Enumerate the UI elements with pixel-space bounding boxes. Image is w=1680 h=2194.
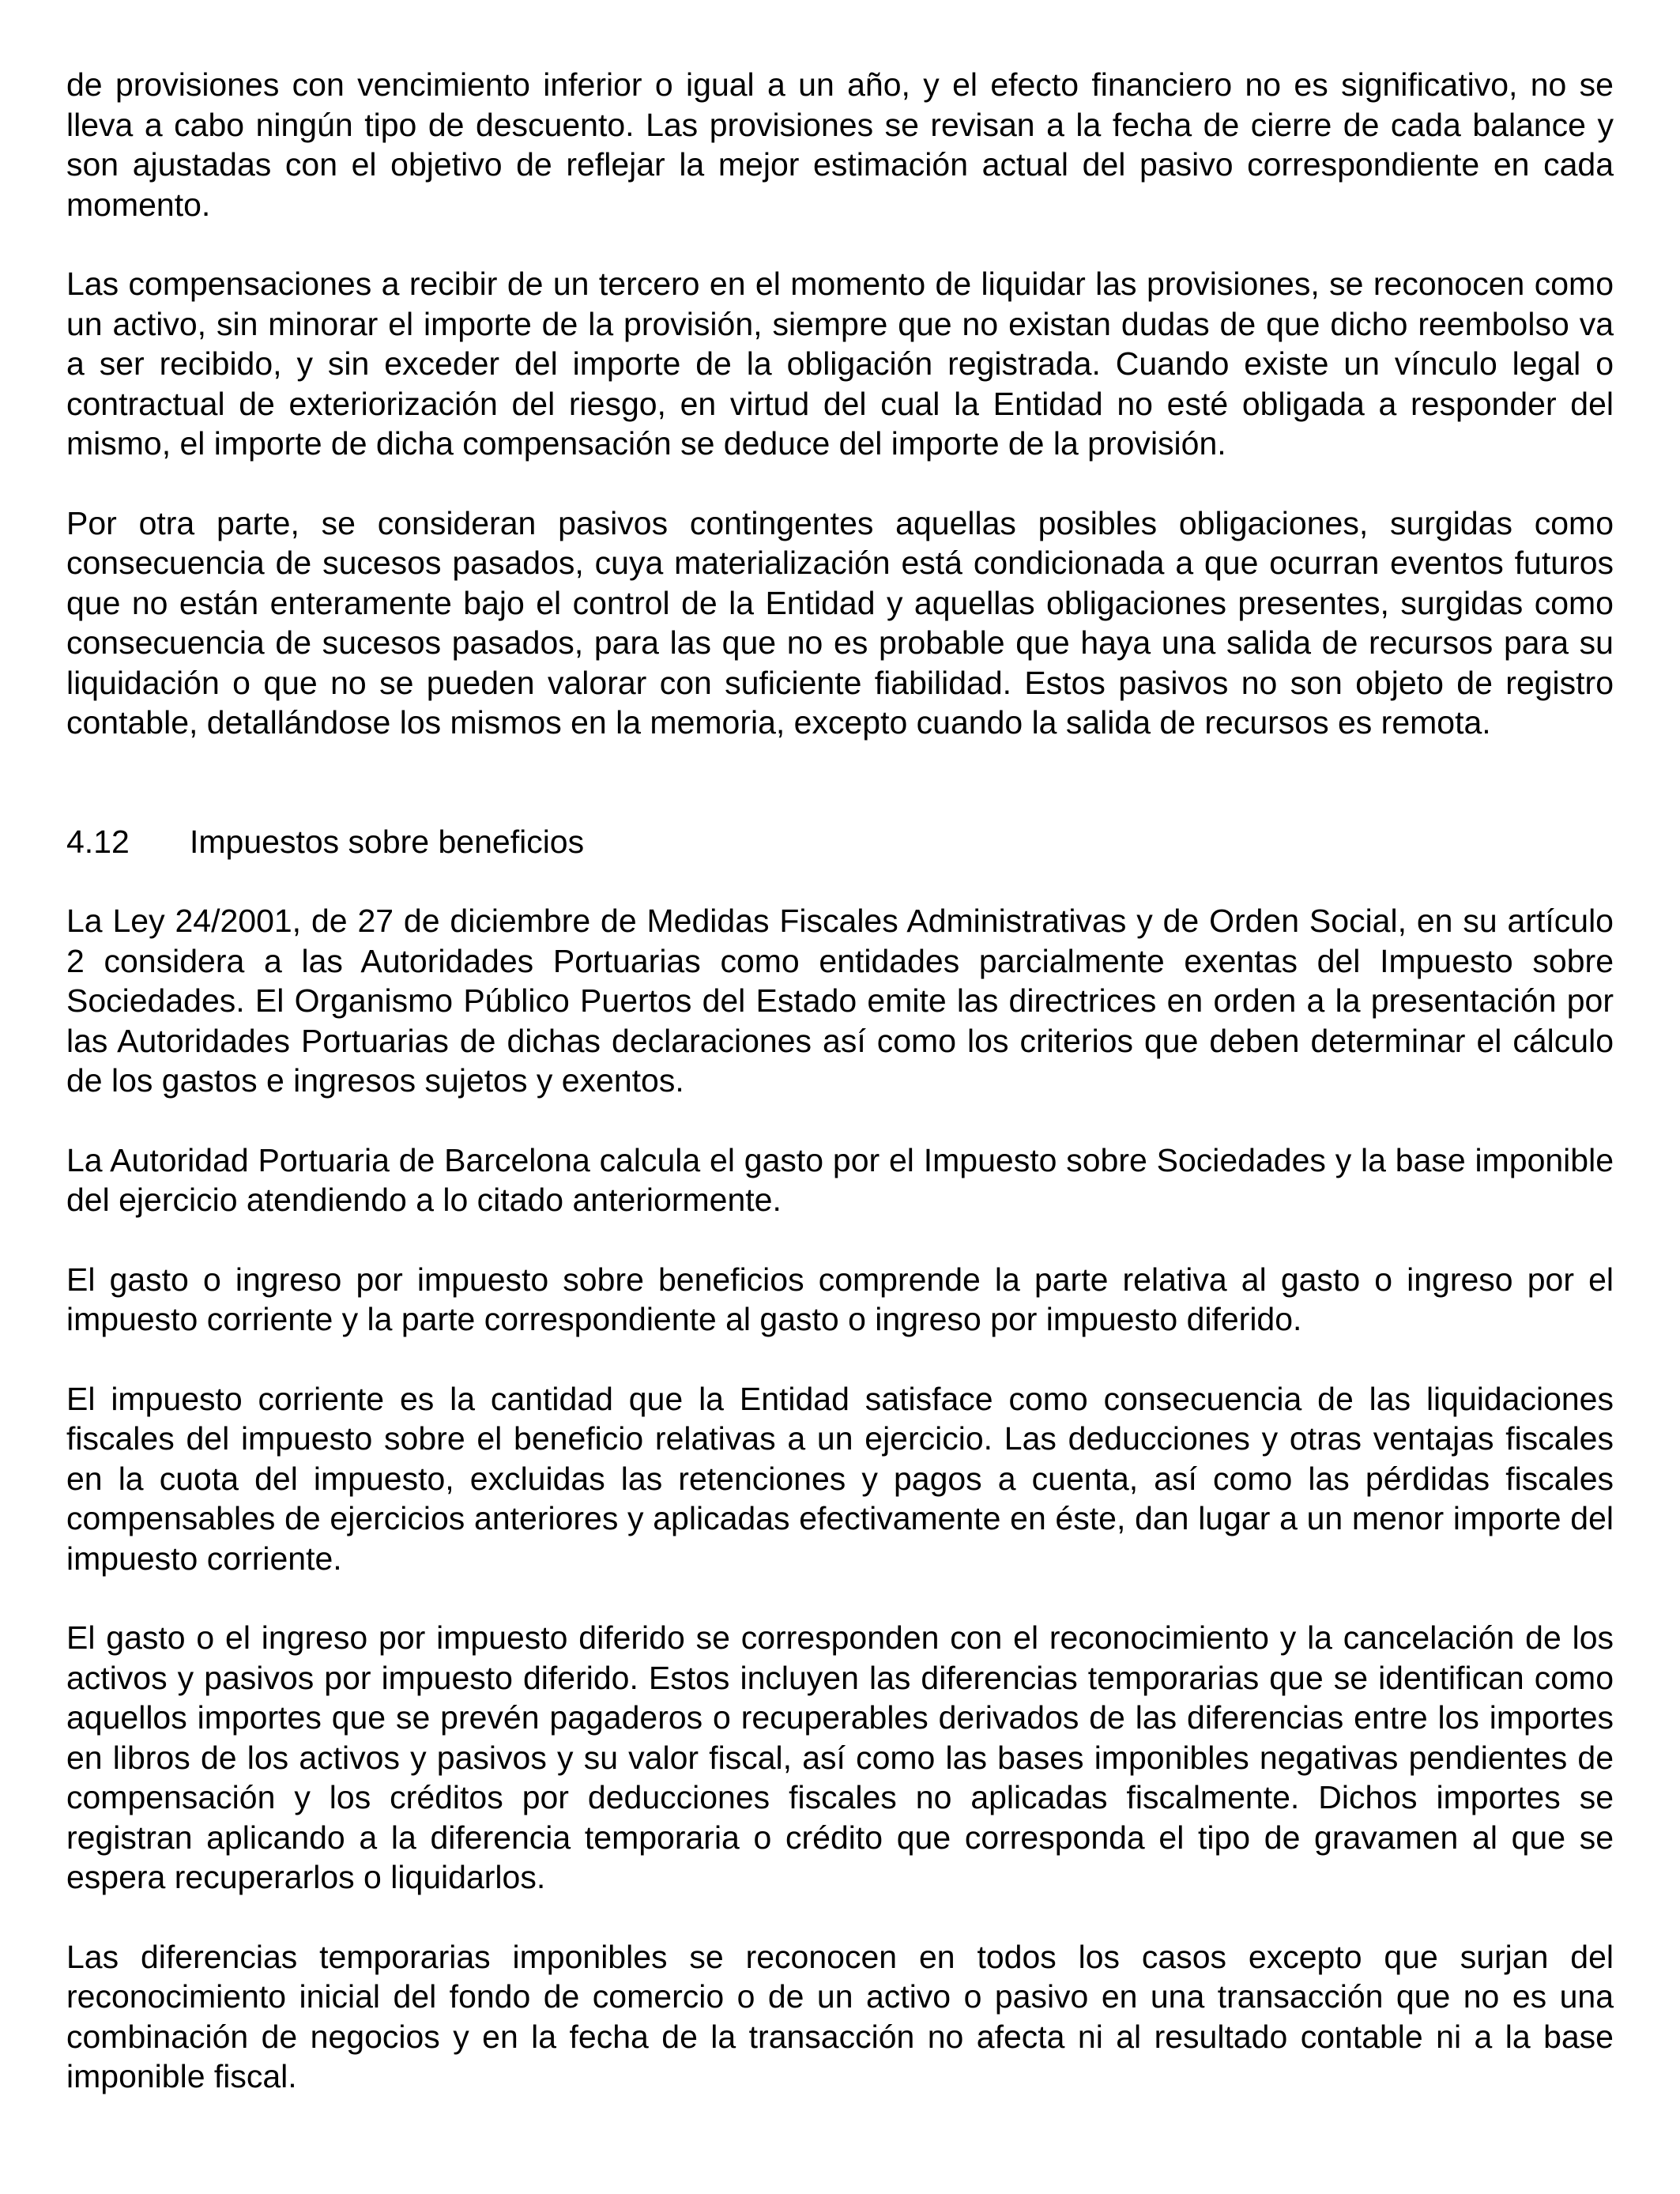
paragraph-gasto-ingreso: El gasto o ingreso por impuesto sobre beneficios comprende la parte relativa al gasto o ingreso por el impuesto corriente y la parte correspondiente al gasto o ingreso por impuesto diferido. <box>66 1261 1614 1337</box>
section-heading <box>66 822 1614 862</box>
paragraph-impuesto-diferido: El gasto o el ingreso por impuesto diferido se corresponden con el reconocimiento y la cancelación de los activos y pasivos por impuesto diferido. Estos incluyen las diferencias temporarias que se identifican como aquellos importes que se prevén pagaderos o recuperables derivados de las diferencias entre los importes en libros de los activos y pasivos y su valor fiscal, así como las bases imponibles negativas pendientes de compensación y los créditos por deducciones fiscales no aplicadas fiscalmente. Dichos importes se registran aplicando a la diferencia temporaria o crédito que corresponda el tipo de gravamen al que se espera recuperarlos o liquidarlos. <box>66 1619 1614 1895</box>
paragraph-compensaciones: Las compensaciones a recibir de un tercero en el momento de liquidar las provisiones, se reconocen como un activo, sin minorar el importe de la provisión, siempre que no existan dudas de que dicho reembolso va a ser recibido, y sin exceder del importe de la obligación registrada. Cuando existe un vínculo legal o contractual de exteriorización del riesgo, en virtud del cual la Entidad no esté obligada a responder del mismo, el importe de dicha compensación se deduce del importe de la provisión. <box>66 266 1614 462</box>
paragraph-autoridad-portuaria: La Autoridad Portuaria de Barcelona calcula el gasto por el Impuesto sobre Sociedades y la base imponible del ejercicio atendiendo a lo citado anteriormente. <box>66 1141 1614 1218</box>
section-number: 4.12 <box>66 823 130 860</box>
section-title: Impuestos sobre beneficios <box>190 823 585 860</box>
paragraph-diferencias-temporarias: Las diferencias temporarias imponibles se reconocen en todos los casos excepto que surjan del reconocimiento inicial del fondo de comercio o de un activo o pasivo en una transacción que no es una combinación de negocios y en la fecha de la transacción no afecta ni al resultado contable ni a la base imponible fiscal. <box>66 1938 1614 2094</box>
document-page <box>66 65 1614 2097</box>
paragraph-ley-24-2001: La Ley 24/2001, de 27 de diciembre de Medidas Fiscales Administrativas y de Orden Social, en su artículo 2 considera a las Autoridades Portuarias como entidades parcialmente exentas del Impuesto sobre Sociedades. El Organismo Público Puertos del Estado emite las directrices en orden a la presentación por las Autoridades Portuarias de dichas declaraciones así como los criterios que deben determinar el cálculo de los gastos e ingresos sujetos y exentos. <box>66 903 1614 1099</box>
paragraph-impuesto-corriente: El impuesto corriente es la cantidad que la Entidad satisface como consecuencia de las liquidaciones fiscales del impuesto sobre el beneficio relativas a un ejercicio. Las deducciones y otras ventajas fiscales en la cuota del impuesto, excluidas las retenciones y pagos a cuenta, así como las pérdidas fiscales compensables de ejercicios anteriores y aplicadas efectivamente en éste, dan lugar a un menor importe del impuesto corriente. <box>66 1380 1614 1577</box>
paragraph-provisiones-descuento: de provisiones con vencimiento inferior o igual a un año, y el efecto financiero no es significativo, no se lleva a cabo ningún tipo de descuento. Las provisiones se revisan a la fecha de cierre de cada balance y son ajustadas con el objetivo de reflejar la mejor estimación actual del pasivo correspondiente en cada momento. <box>66 66 1614 223</box>
paragraph-pasivos-contingentes: Por otra parte, se consideran pasivos contingentes aquellas posibles obligaciones, surgidas como consecuencia de sucesos pasados, cuya materialización está condicionada a que ocurran eventos futuros que no están enteramente bajo el control de la Entidad y aquellas obligaciones presentes, surgidas como consecuencia de sucesos pasados, para las que no es probable que haya una salida de recursos para su liquidación o que no se pueden valorar con suficiente fiabilidad. Estos pasivos no son objeto de registro contable, detallándose los mismos en la memoria, excepto cuando la salida de recursos es remota. <box>66 504 1614 741</box>
